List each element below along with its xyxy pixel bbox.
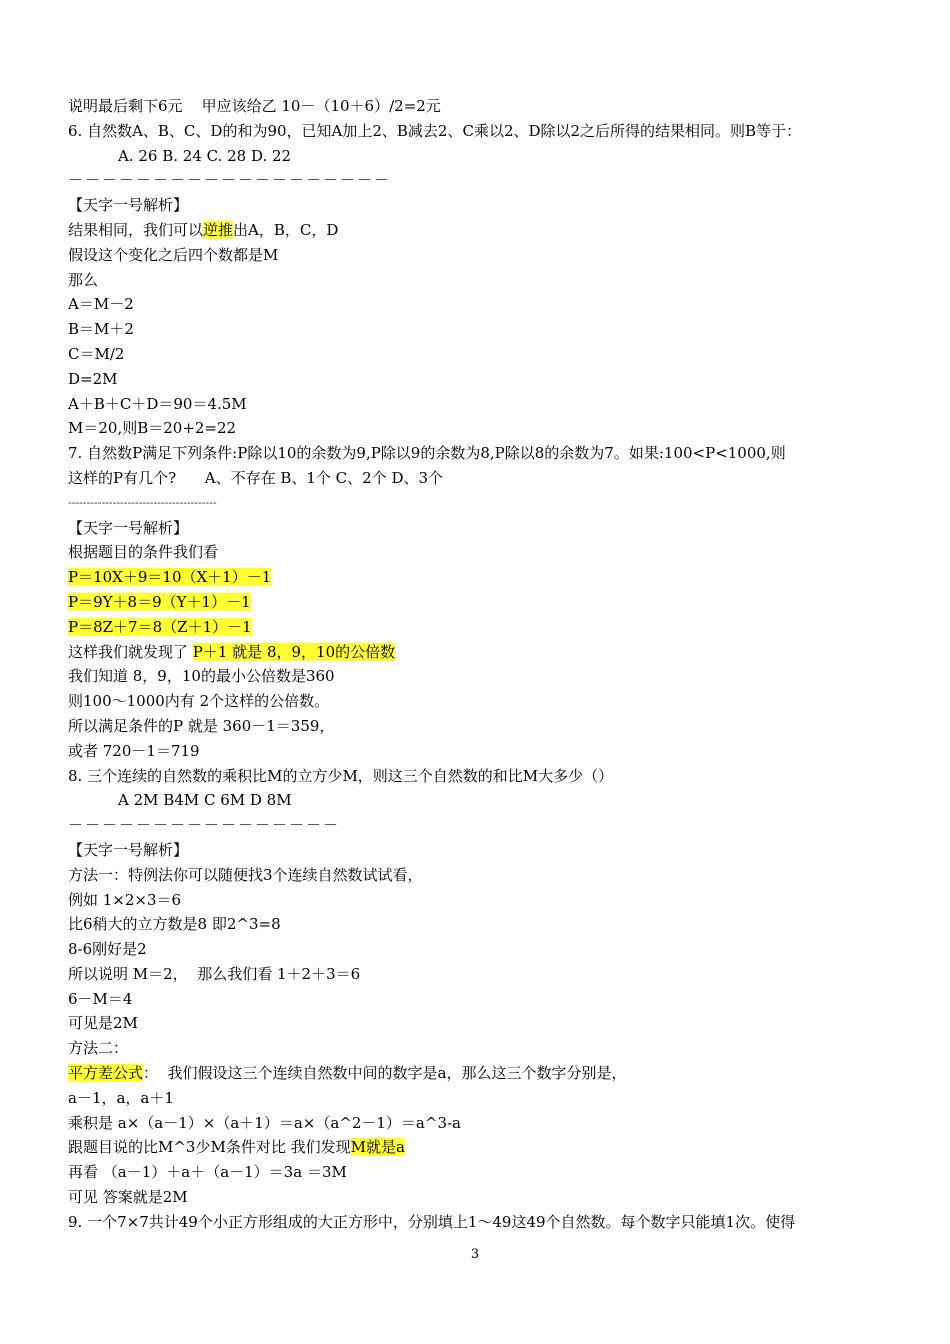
equation-line: C＝M/2 xyxy=(68,344,125,363)
separator: ---------------------------------------- xyxy=(68,495,217,509)
text-line: 比6稍大的立方数是8 即2^3=8 xyxy=(68,915,281,934)
highlight: 平方差公式 xyxy=(68,1064,144,1083)
text-line: 假设这个变化之后四个数都是M xyxy=(68,245,279,264)
question-6: 6. 自然数A、B、C、D的和为90，已知A加上2、B减去2、C乘以2、D除以2之后所得的结果相同。则B等于： xyxy=(68,121,802,140)
text-line: 结果相同，我们可以逆推出A，B，C，D xyxy=(68,220,339,239)
equation-line xyxy=(68,590,888,615)
analysis-heading: 【天字一号解析】 xyxy=(68,840,189,859)
text-line: 那么 xyxy=(68,270,99,289)
text-line: a－1，a，a＋1 xyxy=(68,1088,174,1107)
page-number: 3 xyxy=(470,1247,480,1262)
text-line: 可见 答案就是2M xyxy=(68,1188,188,1207)
analysis-heading: 【天字一号解析】 xyxy=(68,518,189,537)
highlight: P＋1 就是 8，9，10的公倍数 xyxy=(192,642,396,661)
equation-line: D=2M xyxy=(68,369,118,388)
text-line: 跟题目说的比M^3少M条件对比 我们发现M就是a xyxy=(68,1138,405,1157)
text-line: 则100～1000内有 2个这样的公倍数。 xyxy=(68,692,330,711)
text-line: 说明最后剩下6元 甲应该给乙 10－（10＋6）/2=2元 xyxy=(68,97,441,115)
text-line: 所以说明 M＝2， 那么我们看 1＋2＋3＝6 xyxy=(68,964,361,983)
highlight: M就是a xyxy=(350,1138,405,1157)
text-line: 平方差公式： 我们假设这三个连续自然数中间的数字是a，那么这三个数字分别是， xyxy=(68,1064,627,1083)
text-line: 例如 1×2×3＝6 xyxy=(68,890,182,909)
equation-line: A＋B＋C＋D＝90＝4.5M xyxy=(68,394,247,413)
question-7: 7. 自然数P满足下列条件:P除以10的余数为9,P除以9的余数为8,P除以8的余数为7。如果:100<P<1000,则 xyxy=(68,444,786,463)
text-line: 乘积是 a×（a－1）×（a＋1）＝a×（a^2－1）＝a^3-a xyxy=(68,1113,461,1132)
separator: －－－－－－－－－－－－－－－－－－－ xyxy=(68,171,392,190)
text-line: 或者 720－1＝719 xyxy=(68,741,200,760)
highlight: 逆推 xyxy=(203,220,234,239)
equation-line: M＝20,则B＝20+2=22 xyxy=(68,419,237,438)
text-line: 根据题目的条件我们看 xyxy=(68,543,219,562)
text-line: 再看 （a－1）＋a＋（a－1）＝3a ＝3M xyxy=(68,1163,347,1182)
equation-line xyxy=(68,615,888,640)
highlight: P＝8Z＋7＝8（Z＋1）－1 xyxy=(68,617,252,636)
text-line: 8-6刚好是2 xyxy=(68,940,147,959)
equation-line: A＝M－2 xyxy=(68,295,134,314)
text-line: 方法一：特例法你可以随便找3个连续自然数试试看， xyxy=(68,865,423,884)
text-line: 这样我们就发现了 P＋1 就是 8，9，10的公倍数 xyxy=(68,642,396,661)
question-7-options: 这样的P有几个? A、不存在 B、1个 C、2个 D、3个 xyxy=(68,468,444,487)
question-9: 9. 一个7×7共计49个小正方形组成的大正方形中，分别填上1～49这49个自然数。每个数字只能填1次。使得 xyxy=(68,1212,796,1231)
text-line: 可见是2M xyxy=(68,1014,138,1033)
separator: －－－－－－－－－－－－－－－－ xyxy=(68,816,341,835)
text-line: 所以满足条件的P 就是 360－1＝359， xyxy=(68,716,335,735)
equation-line xyxy=(68,565,888,590)
highlight: P＝10X＋9＝10（X＋1）－1 xyxy=(68,568,272,587)
text-line: 6－M＝4 xyxy=(68,989,133,1008)
highlight: P＝9Y＋8＝9（Y＋1）－1 xyxy=(68,592,251,611)
question-8-options: A 2M B4M C 6M D 8M xyxy=(118,791,292,810)
page-content xyxy=(68,94,888,1235)
text-line: 我们知道 8，9，10的最小公倍数是360 xyxy=(68,667,335,686)
question-6-options: A. 26 B. 24 C. 28 D. 22 xyxy=(118,146,292,165)
equation-line: B＝M＋2 xyxy=(68,320,134,339)
analysis-heading: 【天字一号解析】 xyxy=(68,196,189,215)
text-line: 方法二： xyxy=(68,1039,129,1058)
question-8: 8. 三个连续的自然数的乘积比M的立方少M，则这三个自然数的和比M大多少（） xyxy=(68,766,614,785)
